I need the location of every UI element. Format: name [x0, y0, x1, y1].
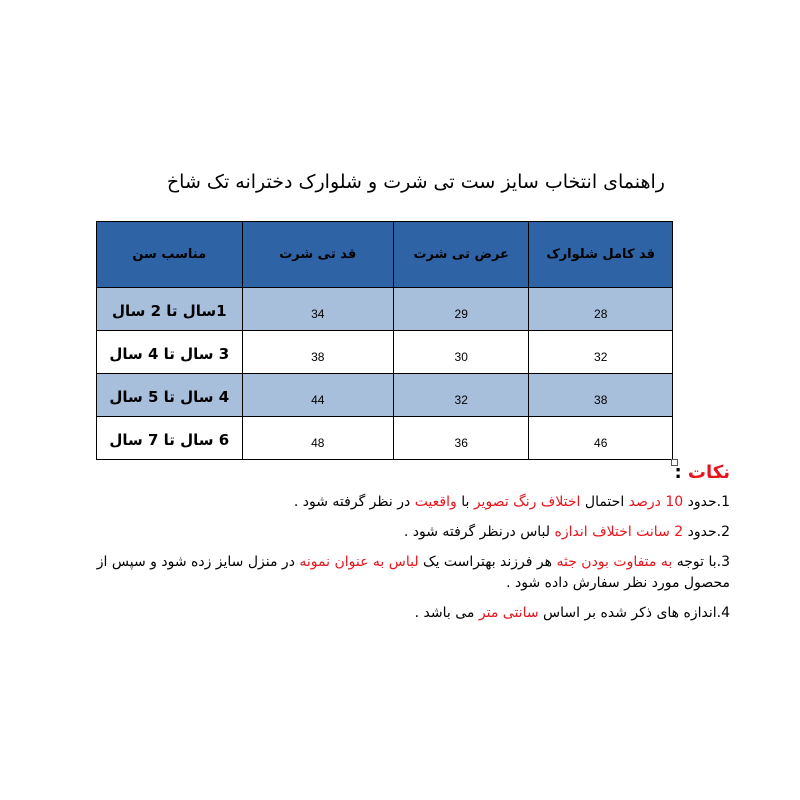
- cell-shirt-width: 30: [393, 331, 529, 374]
- note-highlight-text: 10 درصد: [628, 494, 684, 510]
- table-row: [97, 374, 673, 417]
- table-row: [97, 331, 673, 374]
- note-item: [90, 552, 730, 594]
- header-shirt-length: قد تی شرت: [242, 222, 393, 288]
- note-text: هر فرزند بهتراست یک: [418, 554, 557, 570]
- cell-pants-length: 38: [529, 374, 673, 417]
- cell-age: 6 سال تا 7 سال: [97, 417, 243, 460]
- cell-shirt-width: 36: [393, 417, 529, 460]
- cell-pants-length: 32: [529, 331, 673, 374]
- cell-shirt-length: 48: [242, 417, 393, 460]
- cell-age: 4 سال تا 5 سال: [97, 374, 243, 417]
- notes-heading: [90, 460, 730, 486]
- table-row: [97, 417, 673, 460]
- note-text: 3.با توجه: [672, 554, 730, 570]
- note-highlight-text: 2 سانت اختلاف اندازه: [554, 524, 684, 540]
- notes-heading-colon: :: [674, 462, 688, 483]
- note-text: 2.حدود: [683, 524, 730, 540]
- note-text: لباس درنظر گرفته شود .: [403, 524, 555, 540]
- table-row: [97, 288, 673, 331]
- cell-shirt-width: 32: [393, 374, 529, 417]
- note-highlight-text: اختلاف رنگ تصویر: [473, 494, 581, 510]
- header-pants-length: قد کامل شلوارک: [529, 222, 673, 288]
- note-item: [90, 492, 730, 513]
- cell-age: 1سال تا 2 سال: [97, 288, 243, 331]
- note-highlight-text: سانتی متر: [478, 605, 539, 621]
- cell-pants-length: 46: [529, 417, 673, 460]
- cell-shirt-width: 29: [393, 288, 529, 331]
- cell-age: 3 سال تا 4 سال: [97, 331, 243, 374]
- note-text: می باشد .: [414, 605, 479, 621]
- note-highlight-text: لباس به عنوان نمونه: [299, 554, 419, 570]
- page-title: راهنمای انتخاب سایز ست تی شرت و شلوارک دخترانه تک شاخ: [166, 171, 665, 193]
- note-highlight-text: به متفاوت بودن جثه: [556, 554, 673, 570]
- size-chart-table: [96, 221, 673, 460]
- note-text: با: [456, 494, 474, 510]
- note-highlight-text: واقعیت: [414, 494, 457, 510]
- table-header-row: [97, 222, 673, 288]
- note-text: در منزل سایز زده شود و سپس از محصول مورد نظر سفارش داده شود .: [96, 554, 730, 591]
- note-item: [90, 522, 730, 543]
- note-text: احتمال: [580, 494, 629, 510]
- cell-pants-length: 28: [529, 288, 673, 331]
- header-age: مناسب سن: [97, 222, 243, 288]
- note-text: 1.حدود: [683, 494, 730, 510]
- notes-heading-label: نکات: [687, 462, 730, 483]
- note-item: [90, 603, 730, 624]
- header-shirt-width: عرض تی شرت: [393, 222, 529, 288]
- cell-shirt-length: 34: [242, 288, 393, 331]
- note-text: در نظر گرفته شود .: [293, 494, 415, 510]
- cell-shirt-length: 44: [242, 374, 393, 417]
- notes-section: [90, 460, 730, 633]
- note-text: 4.اندازه های ذکر شده بر اساس: [538, 605, 730, 621]
- cell-shirt-length: 38: [242, 331, 393, 374]
